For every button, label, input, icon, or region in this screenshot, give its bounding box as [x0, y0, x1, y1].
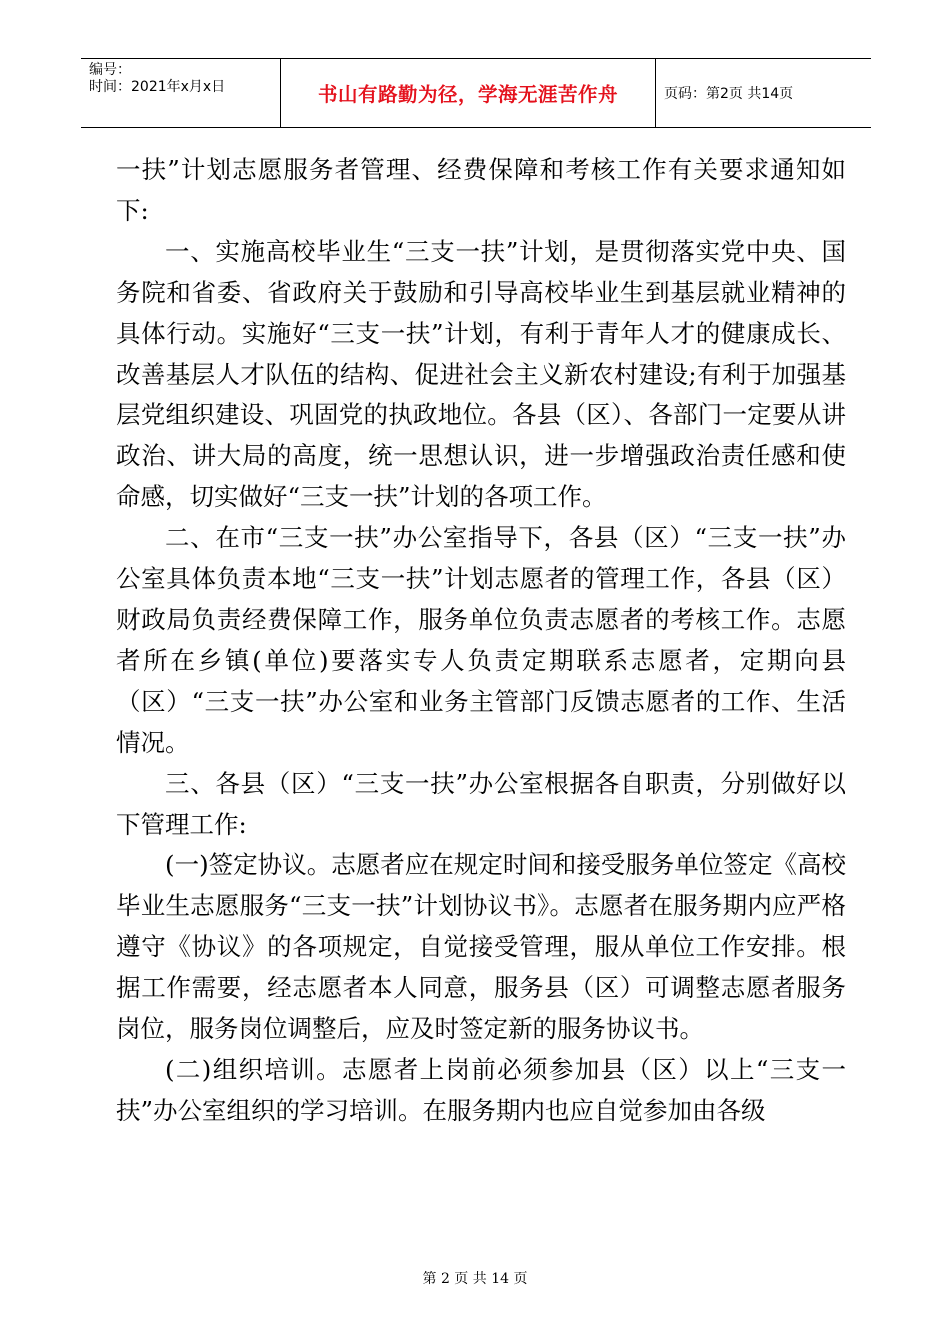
header-motto: 书山有路勤为径，学海无涯苦作舟 [281, 59, 656, 127]
header-page-info: 页码：第2页 共14页 [664, 86, 794, 102]
paragraph-item-1: (一)签定协议。志愿者应在规定时间和接受服务单位签定《高校毕业生志愿服务“三支一扶”计划协议书》。志愿者在服务期内应严格遵守《协议》的各项规定，自觉接受管理，服从单位工作安排。根据工作需要，经志愿者本人同意，服务县（区）可调整志愿者服务岗位，服务岗位调整后，应及时签定新的服务协议书。 [116, 850, 846, 1044]
page-footer: 第 2 页 共 14 页 [422, 1271, 528, 1287]
document-body [116, 150, 846, 1132]
time-label: 时间：2021年x月x日 [89, 79, 226, 95]
header-meta-cell [81, 59, 281, 127]
paragraph-section-1: 一、实施高校毕业生“三支一扶”计划，是贯彻落实党中央、国务院和省委、省政府关于鼓励和引导高校毕业生到基层就业精神的具体行动。实施好“三支一扶”计划，有利于青年人才的健康成长、改善基层人才队伍的结构、促进社会主义新农村建设;有利于加强基层党组织建设、巩固党的执政地位。各县（区）、各部门一定要从讲政治、讲大局的高度，统一思想认识，进一步增强政治责任感和使命感，切实做好“三支一扶”计划的各项工作。 [116, 236, 846, 512]
document-header [81, 58, 871, 128]
number-label: 编号： [89, 62, 131, 78]
paragraph-section-2: 二、在市“三支一扶”办公室指导下，各县（区）“三支一扶”办公室具体负责本地“三支一扶”计划志愿者的管理工作，各县（区）财政局负责经费保障工作，服务单位负责志愿者的考核工作。志愿者所在乡镇(单位)要落实专人负责定期联系志愿者，定期向县（区）“三支一扶”办公室和业务主管部门反馈志愿者的工作、生活情况。 [116, 523, 846, 757]
paragraph-item-2: (二)组织培训。志愿者上岗前必须参加县（区）以上“三支一扶”办公室组织的学习培训。在服务期内也应自觉参加由各级 [116, 1054, 846, 1125]
paragraph-continuation: 一扶”计划志愿服务者管理、经费保障和考核工作有关要求通知如下: [116, 155, 846, 225]
paragraph-section-3: 三、各县（区）“三支一扶”办公室根据各自职责，分别做好以下管理工作: [116, 768, 846, 839]
